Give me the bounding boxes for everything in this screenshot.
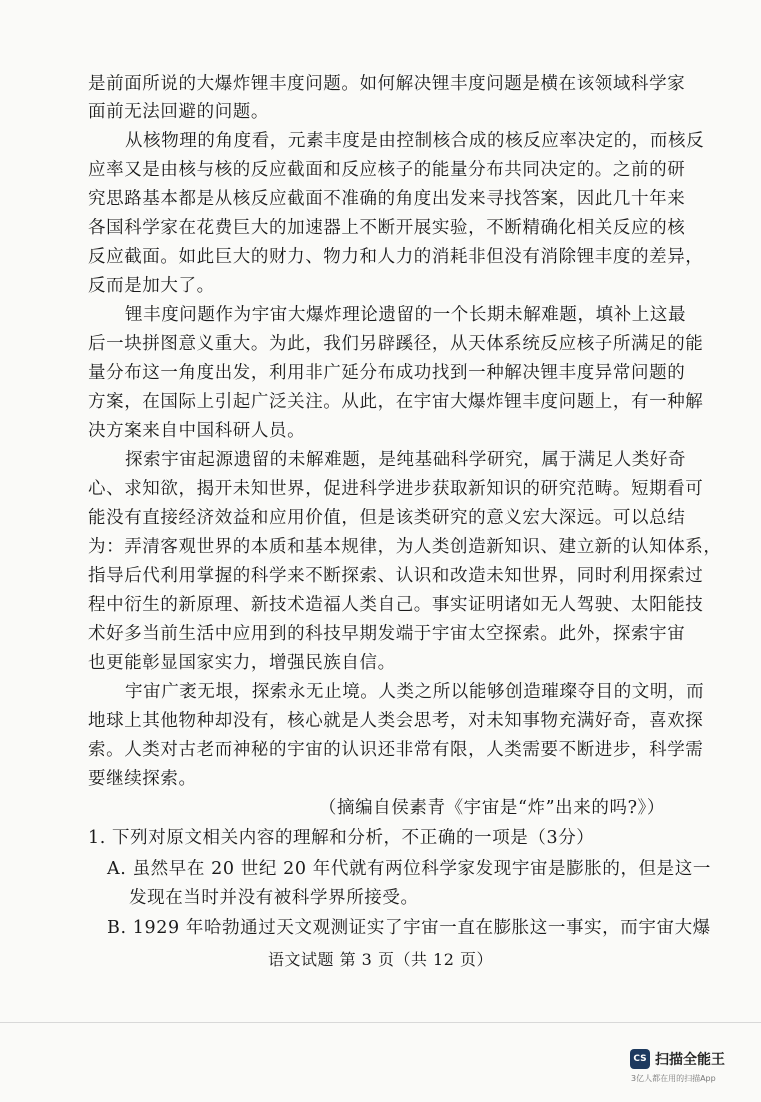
paragraph-line: 是前面所说的大爆炸锂丰度问题。如何解决锂丰度问题是横在该领域科学家 bbox=[88, 74, 686, 94]
paragraph-line: 探索宇宙起源遗留的未解难题，是纯基础科学研究，属于满足人类好奇 bbox=[125, 450, 687, 470]
paragraph-line: 反应截面。如此巨大的财力、物力和人力的消耗非但没有消除锂丰度的差异， bbox=[88, 247, 704, 267]
paragraph-line: 反而是加大了。 bbox=[88, 276, 215, 296]
paragraph-line: 地球上其他物种却没有，核心就是人类会思考，对未知事物充满好奇，喜欢探 bbox=[88, 711, 704, 731]
camscanner-logo-icon: CS bbox=[630, 1049, 650, 1069]
paragraph-line: 究思路基本都是从核反应截面不准确的角度出发来寻找答案，因此几十年来 bbox=[88, 189, 686, 209]
paragraph-line: 索。人类对古老而神秘的宇宙的认识还非常有限，人类需要不断进步，科学需 bbox=[88, 740, 704, 760]
option-b: B. 1929 年哈勃通过天文观测证实了宇宙一直在膨胀这一事实，而宇宙大爆 bbox=[107, 918, 711, 938]
paragraph-line: 指导后代利用掌握的科学来不断探索、认识和改造未知世界，同时利用探索过 bbox=[88, 566, 704, 586]
option-a: A. 虽然早在 20 世纪 20 年代就有两位科学家发现宇宙是膨胀的，但是这一 bbox=[107, 859, 711, 879]
paragraph-line: 程中衍生的新原理、新技术造福人类自己。事实证明诸如无人驾驶、太阳能技 bbox=[88, 595, 704, 615]
paragraph-line: 量分布这一角度出发，利用非广延分布成功找到一种解决锂丰度异常问题的 bbox=[88, 363, 686, 383]
paragraph-line: 为：弄清客观世界的本质和基本规律，为人类创造新知识、建立新的认知体系， bbox=[88, 537, 722, 557]
paragraph-line: 能没有直接经济效益和应用价值，但是该类研究的意义宏大深远。可以总结 bbox=[88, 508, 686, 528]
paragraph-line: 各国科学家在花费巨大的加速器上不断开展实验，不断精确化相关反应的核 bbox=[88, 218, 686, 238]
watermark-name: 扫描全能王 bbox=[655, 1052, 725, 1068]
paragraph-line: 锂丰度问题作为宇宙大爆炸理论遗留的一个长期未解难题，填补上这最 bbox=[125, 305, 687, 325]
page-footer: 语文试题 第 3 页（共 12 页） bbox=[268, 950, 493, 969]
watermark-subtitle: 3亿人都在用的扫描App bbox=[631, 1074, 716, 1083]
paragraph-line: 应率又是由核与核的反应截面和反应核子的能量分布共同决定的。之前的研 bbox=[88, 160, 686, 180]
paragraph-line: 术好多当前生活中应用到的科技早期发端于宇宙太空探索。此外，探索宇宙 bbox=[88, 624, 686, 644]
scanner-watermark bbox=[630, 1049, 725, 1069]
paragraph-line: 心、求知欲，揭开未知世界，促进科学进步获取新知识的研究范畴。短期看可 bbox=[88, 479, 704, 499]
paragraph-line: 决方案来自中国科研人员。 bbox=[88, 421, 306, 441]
paragraph-line: 宇宙广袤无垠，探索永无止境。人类之所以能够创造璀璨夺目的文明，而 bbox=[125, 682, 705, 702]
source-citation: （摘编自侯素青《宇宙是“炸”出来的吗?》） bbox=[318, 798, 665, 818]
paragraph-line: 后一块拼图意义重大。为此，我们另辟蹊径，从天体系统反应核子所满足的能 bbox=[88, 334, 704, 354]
paragraph-line: 面前无法回避的问题。 bbox=[88, 102, 269, 122]
question-stem: 1. 下列对原文相关内容的理解和分析，不正确的一项是（3分） bbox=[88, 828, 595, 848]
paragraph-line: 也更能彰显国家实力，增强民族自信。 bbox=[88, 653, 396, 673]
divider bbox=[0, 1022, 761, 1023]
paragraph-line: 方案，在国际上引起广泛关注。从此，在宇宙大爆炸锂丰度问题上，有一种解 bbox=[88, 392, 704, 412]
paragraph-line: 从核物理的角度看，元素丰度是由控制核合成的核反应率决定的，而核反 bbox=[125, 131, 705, 151]
paragraph-line: 要继续探索。 bbox=[88, 769, 197, 789]
option-a-continued: 发现在当时并没有被科学界所接受。 bbox=[129, 888, 419, 908]
